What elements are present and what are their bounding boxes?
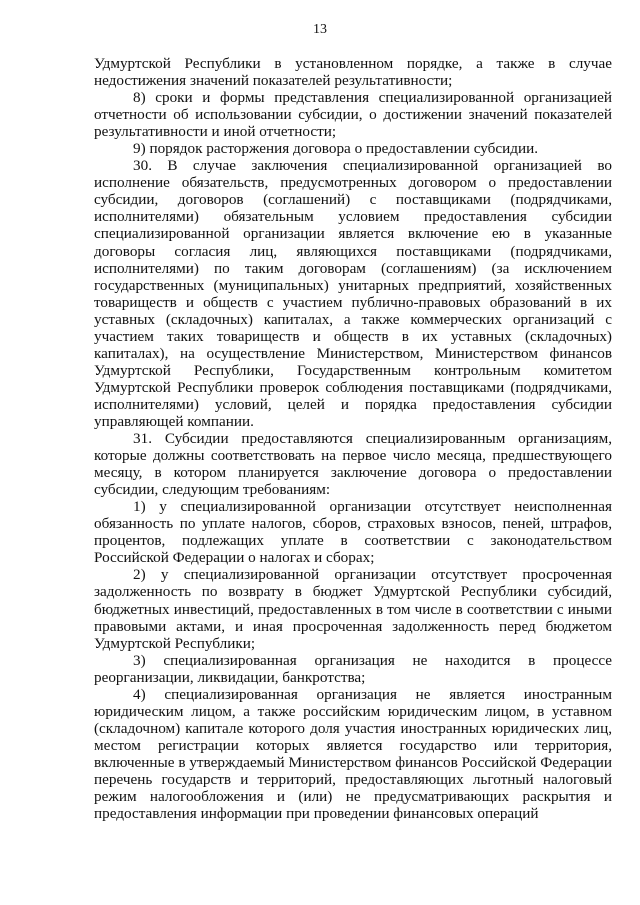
- paragraph: 9) порядок расторжения договора о предоставлении субсидии.: [133, 140, 539, 158]
- paragraph: 2) у специализированной организации отсутствует просроченная задолженность по возврату в бюджет Удмуртской Республики субсидий, бюджетных инвестиций, предоставленных в том числе в соответствии с иными правовыми актами, и иная просроченная задолженность перед бюджетом Удмуртской Республики;: [94, 566, 612, 652]
- paragraph: 4) специализированная организация не является иностранным юридическим лицом, а также российским юридическим лицом, в уставном (складочном) капитале которого доля участия иностранных юридических лиц, местом регистрации которых является государство или территория, включенные в утверждаемый Министерством финансов Российской Федерации перечень государств и территорий, предоставляющих льготный налоговый режим налогообложения и (или) не предусматривающих раскрытия и предоставления информации при проведении финансовых операций: [94, 685, 612, 823]
- paragraph: 8) сроки и формы представления специализированной организацией отчетности об использовании субсидии, о достижении значений показателей результативности и иной отчетности;: [94, 89, 612, 141]
- page-number: 13: [313, 22, 327, 37]
- paragraph: Удмуртской Республики в установленном порядке, а также в случае недостижения значений показателей результативности;: [94, 55, 612, 90]
- paragraph: 3) специализированная организация не находится в процессе реорганизации, ликвидации, банкротства;: [94, 651, 612, 686]
- paragraph: 1) у специализированной организации отсутствует неисполненная обязанность по уплате налогов, сборов, страховых взносов, пеней, штрафов, процентов, подлежащих уплате в соответствии с законодательством Российской Федерации о налогах и сборах;: [94, 498, 612, 567]
- paragraph: 30. В случае заключения специализированной организацией во исполнение обязательств, предусмотренных договором о предоставлении субсидии, договоров (соглашений) с поставщиками (подрядчиками, исполнителями) обязательным условием предоставления субсидии специализированной организации является включение ею в указанные договоры согласия лиц, являющихся поставщиками (подрядчиками, исполнителями) по таким договорам (соглашениям) (за исключением государственных (муниципальных) унитарных предприятий, хозяйственных товариществ и обществ с участием публично-правовых образований в их уставных (складочных) капиталах, а также коммерческих организаций с участием таких товариществ и обществ в их уставных (складочных) капиталах), на осуществление Министерством, Министерством финансов Удмуртской Республики, Государственным контрольным комитетом Удмуртской Республики проверок соблюдения поставщиками (подрядчиками, исполнителями) условий, целей и порядка предоставления субсидии управляющей компании.: [94, 157, 612, 430]
- paragraph: 31. Субсидии предоставляются специализированным организациям, которые должны соответствовать на первое число месяца, предшествующего месяцу, в котором планируется заключение договора о предоставлении субсидии, следующим требованиям:: [94, 430, 612, 499]
- document-body: [94, 55, 612, 822]
